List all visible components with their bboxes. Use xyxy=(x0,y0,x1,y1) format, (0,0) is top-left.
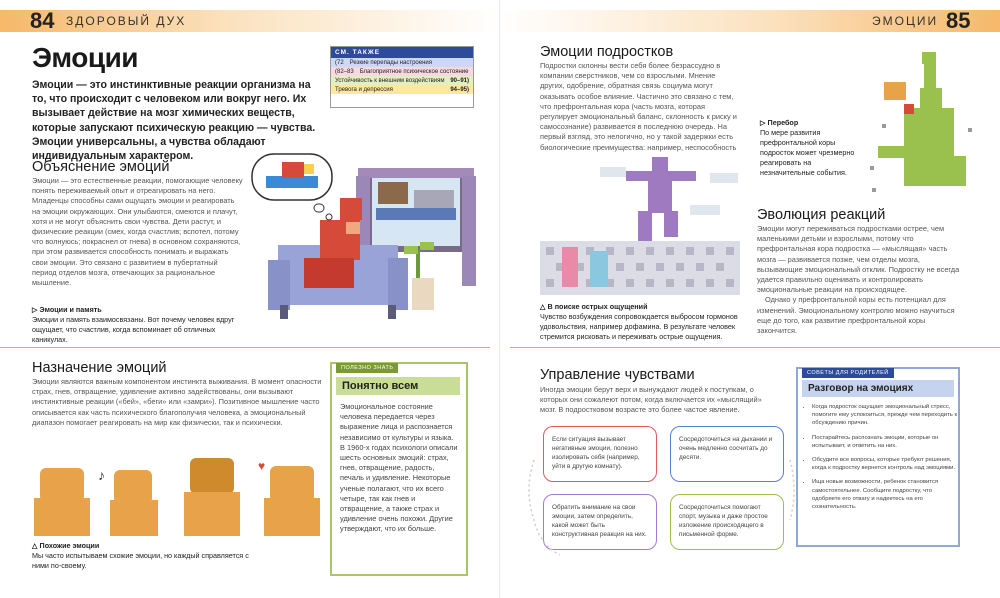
connector-dots-decoration xyxy=(520,420,800,560)
see-also-item[interactable]: (82–83 Благоприятное психическое состояние xyxy=(331,67,473,76)
fact-box xyxy=(330,362,468,576)
left-page-number: 84 xyxy=(30,8,55,33)
teen-text: Подростки склонны вести себя более безрассудно в компании сверстников, чем со взрослыми. Мнение других, одобрение, обратная связь социума могут оказывать особое влияние. Частично это связано с тем, что префронтальная кора (часть мозга, которая регулирует эмоциональный баланс, склонность к риску и самосознание) развивается в последнюю очередь. На первый взгляд, это нелогично, но у такой задержки есть биологические преимущества: например, неспособность xyxy=(540,61,737,152)
advice-list xyxy=(800,403,962,517)
advice-item: • Когда подросток ощущает эмоциональный стресс, помогите ему успокоиться, прежде чем переходить к обсуждению причин. xyxy=(812,403,962,428)
thrill-seeking-illustration xyxy=(540,155,740,300)
sofa-memory-illustration xyxy=(248,150,478,325)
advice-box-tag: СОВЕТЫ ДЛЯ РОДИТЕЛЕЙ xyxy=(802,368,894,378)
advice-item: • Постарайтесь распознать эмоции, которые он испытывает, и ответить на них. xyxy=(812,434,962,450)
right-page-number: 85 xyxy=(946,8,971,33)
left-running-title: ЗДОРОВЫЙ ДУХ xyxy=(66,14,187,28)
parents-advice-box xyxy=(796,367,960,547)
advice-item: • Ища новые возможности, ребенок становится самостоятельнее. Сообщите подростку, что одобряете его отвагу и надеетесь на его сознательность. xyxy=(812,478,962,511)
explain-text: Эмоции — это естественные реакции, помогающие человеку понять переживаемый опыт и отреагировать на него. Младенцы способны сами ощущать эмоции и реагировать на эмоции окружающих. Они улыбаются, смеются и плачут, хотя и не могут объяснить свои чувства. Дети растут, и физические реакции (смех, когда счастлив; вспотел, потому что волнуюсь; покраснел от гнева) в основном сохраняются, при этом развивается способность понимать и выражать свои эмоции. Это связано с развитием в пубертатный период отделов мозга, отвечающих за рациональное мышление. xyxy=(32,176,243,288)
caption-arrow-icon: ▷ xyxy=(760,118,768,127)
memory-caption: ▷ Эмоции и память Эмоции и память взаимосвязаны. Вот почему человек вдруг ощущает, что счастлив, когда вспоминает об отличных каникулах. xyxy=(32,305,235,344)
section-divider xyxy=(0,347,490,348)
section-divider xyxy=(510,347,1000,348)
manage-text: Иногда эмоции берут верх и вынуждают людей к поступкам, о которых они сожалеют потом, когда включается их «мыслящий» мозг. В подростковом возрасте это более частое явление. xyxy=(540,385,762,415)
see-also-box xyxy=(330,46,474,108)
four-boys-illustration xyxy=(30,440,330,540)
tip-card: Если ситуация вызывает негативные эмоции, полезно изолировать себя (например, уйти в другую комнату). xyxy=(543,426,657,482)
right-running-title: ЭМОЦИИ xyxy=(872,14,939,28)
section-heading-explain: Объяснение эмоций xyxy=(32,159,170,175)
similar-emotions-caption: △ Похожие эмоции Мы часто испытываем схожие эмоции, но каждый справляется с ними по-своему. xyxy=(32,541,249,570)
section-heading-manage: Управление чувствами xyxy=(540,367,695,383)
see-also-item[interactable]: Устойчивость к внешним воздействиям 90–91) xyxy=(331,76,473,85)
evolution-text: Эмоции могут переживаться подростками острее, чем маленькими детьми и взрослыми, потому что префронтальная кора подростка — «мыслящая» часть мозга — развивается позже, чем отделы мозга, вызывающие эмоциональный отклик. Подростку не всегда удается правильно оценивать и контролировать эмоциональные реакции на происходящее. Однако у префронтальной коры есть потенциал для изменений. Эмоциональному контролю можно научиться еще до того, как развитие префронтальной коры закончится. xyxy=(757,224,960,336)
tip-card: Обратить внимание на свои эмоции, затем определить, какой может быть конструктивная реакция на них. xyxy=(543,494,657,550)
see-also-item[interactable]: (72 Резкие перепады настроения xyxy=(331,58,473,67)
thrill-caption: △ В поиске острых ощущений Чувство возбуждения сопровождается выбросом гормонов удовольствия, например дофамина. В результате человек стремится рисковать и переживать острые ощущения. xyxy=(540,302,738,341)
see-also-item[interactable]: Тревога и депрессия 94–95) xyxy=(331,85,473,94)
section-heading-evolution: Эволюция реакций xyxy=(757,207,886,223)
fact-box-tag: ПОЛЕЗНО ЗНАТЬ xyxy=(336,363,398,373)
tip-card: Сосредоточиться на дыхании и очень медленно сосчитать до десяти. xyxy=(670,426,784,482)
see-also-header: СМ. ТАКЖЕ xyxy=(331,47,473,58)
angry-teen-illustration xyxy=(864,48,984,198)
overreaction-caption: ▷ Перебор По мере развития префронтальной коры подросток может чрезмерно реагировать на незначительные события. xyxy=(760,118,855,177)
page-title: Эмоции xyxy=(32,42,139,73)
fact-box-title: Понятно всем xyxy=(336,377,460,395)
fact-box-text: Эмоциональное состояние человека передается через выражение лица и распознается независимо от культуры и языка. В 1960-х годах психологи описали шесть основных эмоций: страх, гнев, отвращение, радость, печаль и удивление. Некоторые ученые полагают, что их всего четыре, так как гнев и отвращение, а также страх и удивление очень похожи. Другие утверждают, что их больше. xyxy=(340,402,458,534)
caption-arrow-icon: ▷ xyxy=(32,305,40,314)
page-gutter xyxy=(499,0,501,598)
svg-text:♥: ♥ xyxy=(258,459,266,473)
section-heading-purpose: Назначение эмоций xyxy=(32,360,167,376)
section-heading-teen: Эмоции подростков xyxy=(540,44,674,60)
tip-card: Сосредоточиться помогают спорт, музыка и даже простое изложение происходящего в письменной форме. xyxy=(670,494,784,550)
svg-text:♪: ♪ xyxy=(98,467,105,483)
caption-arrow-icon: △ xyxy=(32,541,40,550)
lead-paragraph: Эмоции — это инстинктивные реакции организма на то, что происходит с человеком или вокруг него. Их вызывает действие на мозг химических веществ, которые запускают психическую реакцию — чувства. Эмоции универсальны, а чувства обладают индивидуальным характером. xyxy=(32,79,316,163)
advice-item: • Обсудите все вопросы, которые требуют решения, когда к подростку вернется контроль над эмоциями. xyxy=(812,456,962,472)
caption-arrow-icon: △ xyxy=(540,302,548,311)
advice-box-title: Разговор на эмоциях xyxy=(802,380,954,397)
purpose-text: Эмоции являются важным компонентом инстинкта выживания. В момент опасности страх, гнев, отвращение, удивление активно задействованы, они вызывают инстинктивные реакции («бей», «беги» или «замри»). Позитивное мышление часто описывается как часть психического благополучия человека, а эмоциональный диапазон помогает реагировать на мир как физически, так и психически. xyxy=(32,377,322,427)
